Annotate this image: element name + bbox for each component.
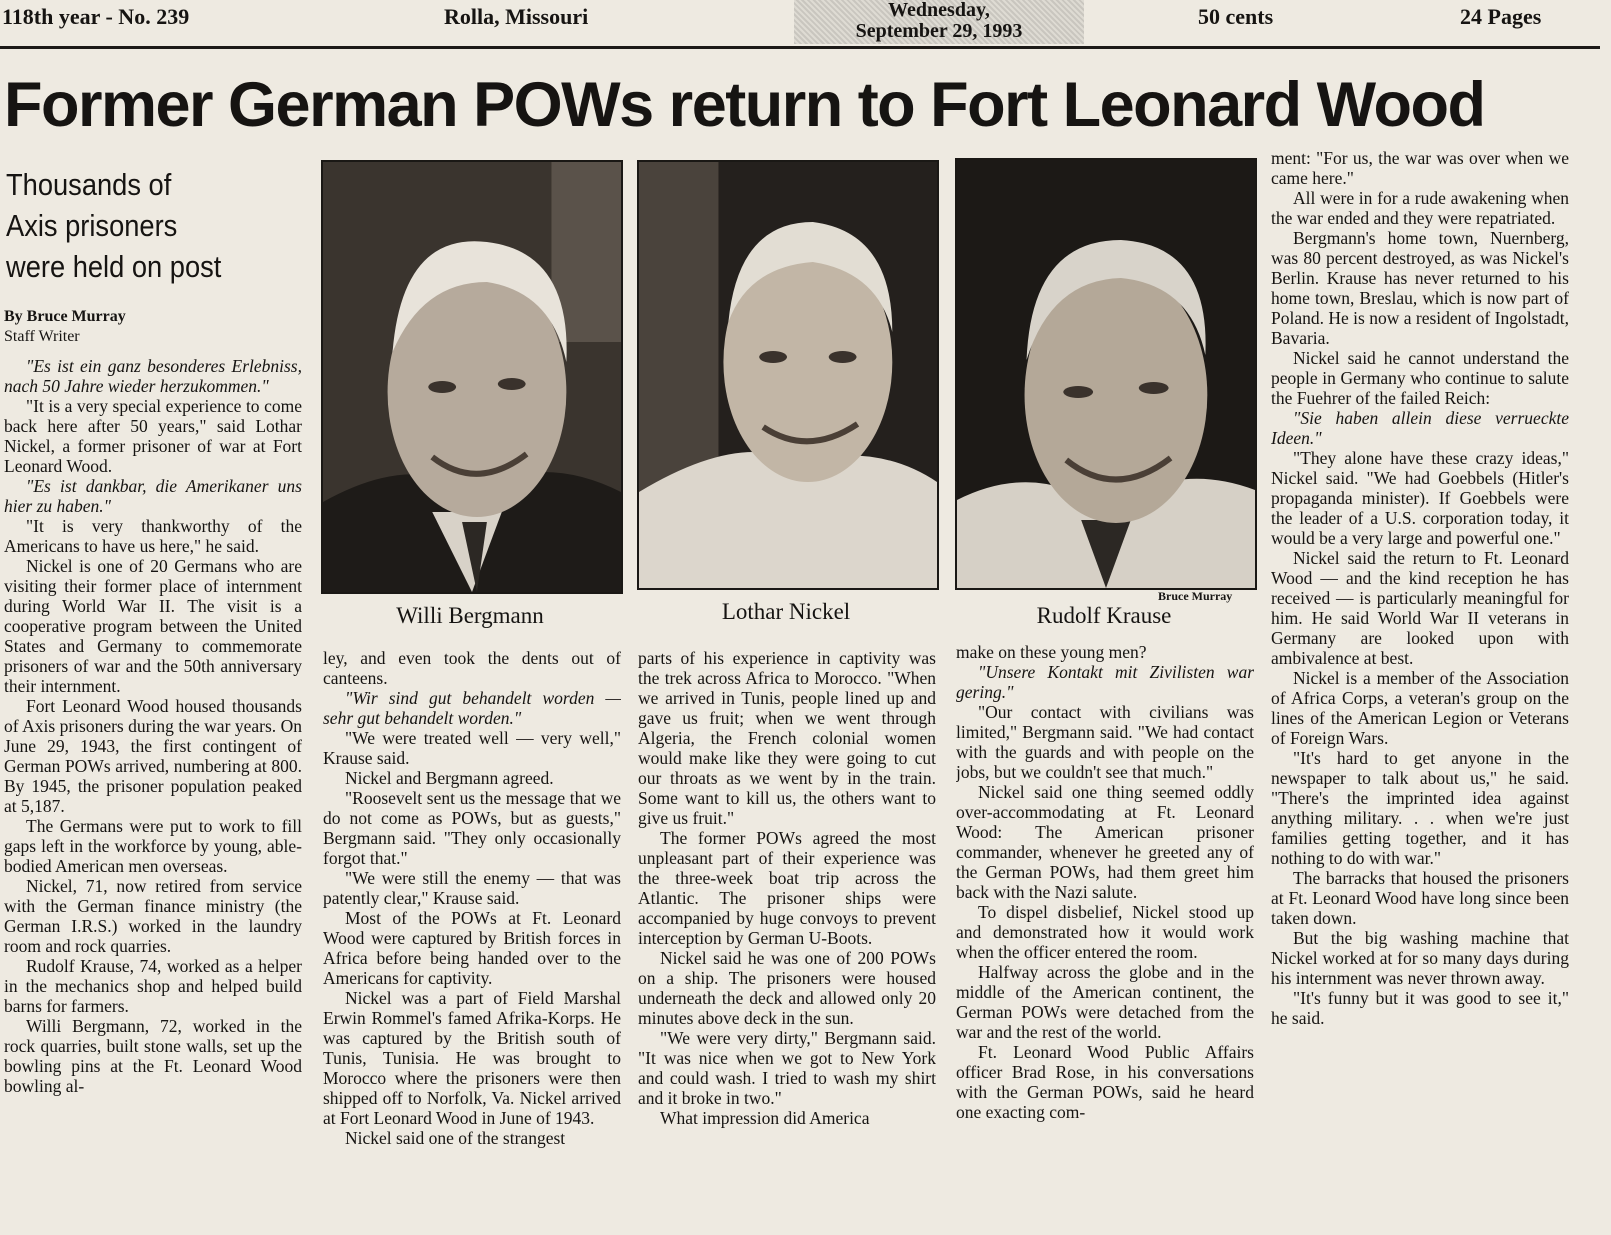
article-paragraph: "It is very thankworthy of the Americans to have us here," he said. — [4, 516, 302, 556]
byline-title: Staff Writer — [4, 328, 80, 345]
article-paragraph: "We were treated well — very well," Krause said. — [323, 728, 621, 768]
article-paragraph — [956, 662, 1254, 702]
article-paragraph: To dispel disbelief, Nickel stood up and demonstrated how it would work when the officer entered the room. — [956, 902, 1254, 962]
byline — [4, 307, 126, 347]
article-paragraph: "It's funny but it was good to see it," he said. — [1271, 988, 1569, 1028]
issue-date — [794, 0, 1084, 44]
article-paragraph — [1271, 408, 1569, 448]
masthead-rule — [0, 46, 1600, 49]
article-paragraph: Nickel said he was one of 200 POWs on a ship. The prisoners were housed underneath the deck and allowed only 20 minutes above deck in the sun. — [638, 948, 936, 1028]
page-count: 24 Pages — [1460, 4, 1542, 29]
quote-foreign: "Wir sind gut behandelt worden — sehr gut behandelt worden." — [323, 688, 621, 728]
article-paragraph: Halfway across the globe and in the middle of the American continent, the German POWs were detached from the war and the rest of the world. — [956, 962, 1254, 1042]
deck-subhead — [6, 164, 270, 287]
article-column-5 — [1271, 148, 1569, 1235]
issue-full-date: September 29, 1993 — [855, 20, 1023, 42]
article-column-2 — [323, 648, 621, 1235]
article-paragraph — [4, 476, 302, 516]
article-paragraph: What impression did America — [660, 1108, 870, 1128]
article-paragraph: Rudolf Krause, 74, worked as a helper in the mechanics shop and helped build barns for farmers. — [4, 956, 302, 1016]
article-paragraph — [323, 688, 621, 728]
photo-lothar-nickel — [637, 160, 939, 590]
quote-foreign: "Sie haben allein diese verrueckte Ideen." — [1271, 408, 1569, 448]
edition-number: 118th year - No. 239 — [2, 4, 190, 29]
photo-caption: Lothar Nickel — [721, 599, 851, 624]
article-paragraph: Nickel is one of 20 Germans who are visiting their former place of internment during World War II. The visit is a cooperative program between the United States and Germany to commemorate prisoners of war and the 50th anniversary their internment. — [4, 556, 302, 696]
article-paragraph: "Roosevelt sent us the message that we do not come as POWs, but as guests," Bergmann said. "They only occasionally forgot that." — [323, 788, 621, 868]
article-paragraph: "It's hard to get anyone in the newspaper to talk about us," he said. "There's the imprinted idea against anything military. . . when we're just families getting together, and it has nothing to do with war." — [1271, 748, 1569, 868]
byline-author: By Bruce Murray — [4, 308, 126, 325]
photo-credit: Bruce Murray — [1158, 589, 1233, 603]
article-paragraph: Bergmann's home town, Nuernberg, was 80 percent destroyed, as was Nickel's Berlin. Krause has never returned to his home town, Breslau, which is now part of Poland. He is now a resident of Ingolstadt, Bavaria. — [1271, 228, 1569, 348]
article-column-4 — [956, 642, 1254, 1235]
article-paragraph: Nickel was a part of Field Marshal Erwin Rommel's famed Afrika-Korps. He was captured by the British south of Tunis, Tunisia. He was brought to Morocco where the prisoners were then shipped off to Norfolk, Va. Nickel arrived at Fort Leonard Wood in June of 1943. — [323, 988, 621, 1128]
article-paragraph: Nickel, 71, now retired from service with the German finance ministry (the German I.R.S.) worked in the laundry room and rock quarries. — [4, 876, 302, 956]
quote-foreign: "Es ist dankbar, die Amerikaner uns hier zu haben." — [4, 476, 302, 516]
article-paragraph: "We were still the enemy — that was patently clear," Krause said. — [323, 868, 621, 908]
article-column-1 — [4, 356, 302, 1235]
article-paragraph: "We were very dirty," Bergmann said. "It was nice when we got to New York and could wash. I tried to wash my shirt and it broke in two." — [638, 1028, 936, 1108]
article-paragraph: parts of his experience in captivity was the trek across Africa to Morocco. "When we arrived in Tunis, people lined up and gave us fruit; when we went through Algeria, the French colonial women would make like they were going to cut our throats as we went by in the train. Some want to kill us, the others want to give us fruit." — [638, 648, 936, 828]
article-column-3 — [638, 648, 936, 1235]
article-paragraph: Willi Bergmann, 72, worked in the rock quarries, built stone walls, set up the bowling pins at the Ft. Leonard Wood bowling al- — [4, 1016, 302, 1096]
deck-line: Axis prisoners — [6, 208, 178, 243]
price: 50 cents — [1198, 4, 1274, 29]
article-paragraph: The barracks that housed the prisoners at Ft. Leonard Wood have long since been taken down. — [1271, 868, 1569, 928]
article-paragraph: Nickel said one of the strangest — [345, 1128, 566, 1148]
article-paragraph: ley, and even took the dents out of canteens. — [323, 648, 621, 688]
article-paragraph: Fort Leonard Wood housed thousands of Axis prisoners during the war years. On June 29, 1943, the first contingent of German POWs arrived, numbering at 800. By 1945, the prisoner population peaked at 5,187. — [4, 696, 302, 816]
article-paragraph: The Germans were put to work to fill gaps left in the workforce by young, able-bodied American men overseas. — [4, 816, 302, 876]
article-paragraph: "They alone have these crazy ideas," Nickel said. "We had Goebbels (Hitler's propaganda minister). If Goebbels were the leader of a U.S. corporation today, it would be a very large and powerful one." — [1271, 448, 1569, 548]
article-paragraph: make on these young men? — [956, 642, 1147, 662]
quote-foreign: "Unsere Kontakt mit Zivilisten war gering." — [956, 662, 1254, 702]
deck-line: were held on post — [6, 249, 222, 284]
article-paragraph: "It is a very special experience to come back here after 50 years," said Lothar Nickel, a former prisoner of war at Fort Leonard Wood. — [4, 396, 302, 476]
photo-willi-bergmann — [321, 160, 623, 594]
article-paragraph: "Our contact with civilians was limited," Bergmann said. "We had contact with the guards and with people on the jobs, but we couldn't see that much." — [956, 702, 1254, 782]
quote-foreign: "Es ist ein ganz besonderes Erlebniss, nach 50 Jahre wieder herzukommen." — [4, 356, 302, 396]
article-paragraph: The former POWs agreed the most unpleasant part of their experience was the three-week boat trip across the Atlantic. The prisoner ships were accompanied by huge convoys to prevent interception by German U-Boots. — [638, 828, 936, 948]
article-paragraph: But the big washing machine that Nickel worked at for so many days during his internment was never thrown away. — [1271, 928, 1569, 988]
article-paragraph: Nickel said he cannot understand the people in Germany who continue to salute the Fuehrer of the failed Reich: — [1271, 348, 1569, 408]
photo-rudolf-krause — [955, 158, 1257, 590]
masthead — [0, 0, 1611, 46]
article-paragraph: Most of the POWs at Ft. Leonard Wood were captured by British forces in Africa before being handed over to the Americans for captivity. — [323, 908, 621, 988]
article-paragraph: Nickel and Bergmann agreed. — [345, 768, 554, 788]
deck-line: Thousands of — [6, 167, 172, 202]
article-paragraph: Nickel said one thing seemed oddly over-accommodating at Ft. Leonard Wood: The American prisoner commander, whenever he greeted any of the German POWs, had them greet him back with the Nazi salute. — [956, 782, 1254, 902]
article-paragraph: ment: "For us, the war was over when we came here." — [1271, 148, 1569, 188]
photo-caption: Rudolf Krause — [1036, 603, 1172, 628]
headline: Former German POWs return to Fort Leonard Wood — [4, 70, 1485, 140]
dateline-city: Rolla, Missouri — [444, 4, 589, 29]
article-paragraph: Nickel is a member of the Association of Africa Corps, a veteran's group on the lines of the American Legion or Veterans of Foreign Wars. — [1271, 668, 1569, 748]
issue-weekday: Wednesday, — [888, 0, 990, 21]
article-paragraph: Ft. Leonard Wood Public Affairs officer Brad Rose, in his conversations with the German POWs, said he heard one exacting com- — [956, 1042, 1254, 1122]
article-paragraph: Nickel said the return to Ft. Leonard Wood — and the kind reception he has received — is particularly meaningful for him. He said World War II veterans in Germany are looked upon with ambivalence at best. — [1271, 548, 1569, 668]
article-paragraph — [4, 356, 302, 396]
photo-caption: Willi Bergmann — [396, 603, 544, 628]
article-paragraph: All were in for a rude awakening when the war ended and they were repatriated. — [1271, 188, 1569, 228]
